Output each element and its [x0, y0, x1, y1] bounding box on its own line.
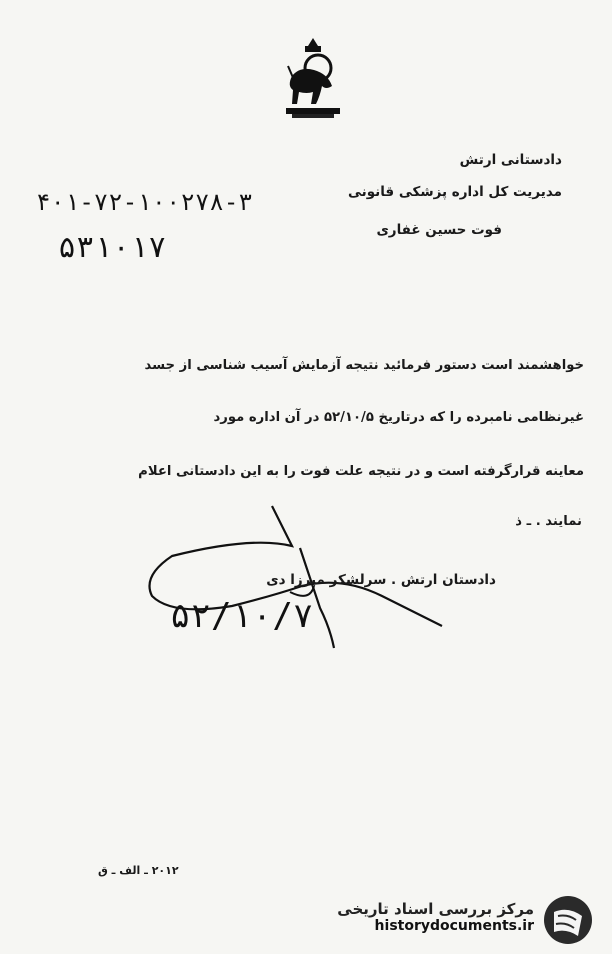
watermark-text [337, 900, 534, 934]
handwritten-reference-number: ۴۰۱-۷۲-۱۰۰۲۷۸-۳ [36, 188, 253, 216]
body-line-4: نمایند . ـ ذ [515, 514, 582, 529]
watermark [330, 894, 600, 946]
org-name: دادستانی ارتش [459, 152, 562, 168]
archive-logo-icon [542, 894, 594, 946]
department-name: مدیریت کل اداره پزشکی قانونی [347, 184, 562, 200]
handwritten-code: ۵۳۱۰۱۷ [58, 230, 167, 265]
body-line-2: غیرنظامی نامبرده را که درتاریخ ۵۲/۱۰/۵ در آن اداره مورد [213, 410, 584, 425]
subject-line: فوت حسین غفاری [376, 222, 502, 238]
body-line-1: خواهشمند است دستور فرمائید نتیجه آزمایش آسیب شناسی از جسد [144, 358, 584, 373]
document-footnote: ۲۰۱۲ ـ الف ـ ق [98, 864, 179, 877]
signer-title: دادستان ارتش . سرلشکر میرزا دی [266, 572, 496, 588]
watermark-title: مرکز بررسی اسناد تاریخی [337, 900, 534, 918]
handwritten-signature-date: ۵۲/۱۰/۷ [170, 596, 314, 636]
body-line-3: معاینه قرارگرفته است و در نتیجه علت فوت را به این دادستانی اعلام [138, 464, 584, 479]
watermark-url: historydocuments.ir [374, 918, 534, 934]
